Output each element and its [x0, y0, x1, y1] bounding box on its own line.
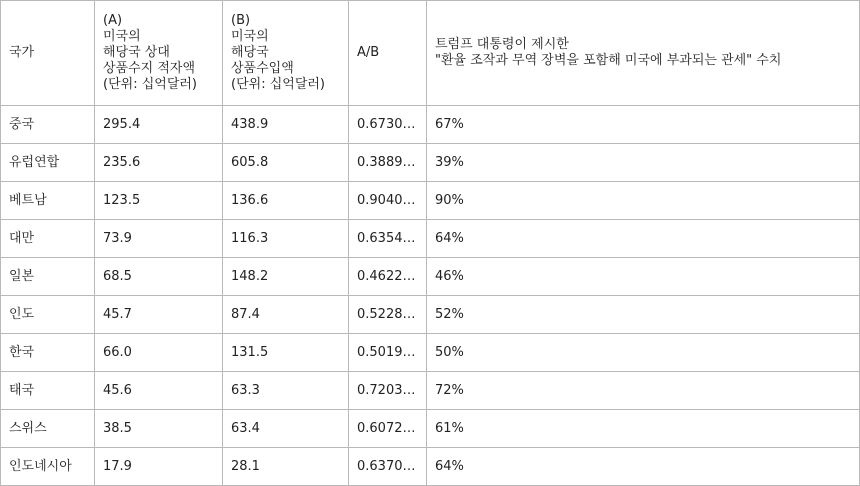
- header-trade-deficit: (A) 미국의 해당국 상대 상품수지 적자액 (단위: 십억달러): [95, 1, 223, 106]
- header-imports: (B) 미국의 해당국 상품수입액 (단위: 십억달러): [223, 1, 349, 106]
- cell-imports: 136.6: [223, 182, 349, 220]
- header-row: [1, 1, 860, 106]
- cell-tariff: 64%: [427, 448, 860, 486]
- cell-country: 한국: [1, 334, 95, 372]
- cell-tariff: 90%: [427, 182, 860, 220]
- cell-trade-deficit: 235.6: [95, 144, 223, 182]
- cell-tariff: 39%: [427, 144, 860, 182]
- cell-trade-deficit: 68.5: [95, 258, 223, 296]
- header-ratio: A/B: [349, 1, 427, 106]
- table-row: [1, 334, 860, 372]
- cell-ratio: 0.9040…: [349, 182, 427, 220]
- table-row: [1, 144, 860, 182]
- cell-tariff: 61%: [427, 410, 860, 448]
- cell-imports: 131.5: [223, 334, 349, 372]
- cell-country: 인도: [1, 296, 95, 334]
- cell-imports: 605.8: [223, 144, 349, 182]
- cell-country: 인도네시아: [1, 448, 95, 486]
- cell-tariff: 67%: [427, 106, 860, 144]
- table-header: [1, 1, 860, 106]
- cell-imports: 63.3: [223, 372, 349, 410]
- cell-country: 베트남: [1, 182, 95, 220]
- table-row: [1, 448, 860, 486]
- table-row: [1, 372, 860, 410]
- cell-ratio: 0.6072…: [349, 410, 427, 448]
- cell-ratio: 0.6730…: [349, 106, 427, 144]
- cell-imports: 63.4: [223, 410, 349, 448]
- cell-country: 중국: [1, 106, 95, 144]
- table-row: [1, 296, 860, 334]
- cell-tariff: 52%: [427, 296, 860, 334]
- cell-ratio: 0.5228…: [349, 296, 427, 334]
- cell-country: 일본: [1, 258, 95, 296]
- table-row: [1, 220, 860, 258]
- cell-trade-deficit: 45.6: [95, 372, 223, 410]
- table-row: [1, 258, 860, 296]
- cell-ratio: 0.6354…: [349, 220, 427, 258]
- cell-imports: 116.3: [223, 220, 349, 258]
- cell-trade-deficit: 73.9: [95, 220, 223, 258]
- cell-trade-deficit: 45.7: [95, 296, 223, 334]
- table-row: [1, 106, 860, 144]
- cell-trade-deficit: 295.4: [95, 106, 223, 144]
- cell-imports: 87.4: [223, 296, 349, 334]
- cell-country: 대만: [1, 220, 95, 258]
- cell-tariff: 72%: [427, 372, 860, 410]
- cell-ratio: 0.4622…: [349, 258, 427, 296]
- table-row: [1, 410, 860, 448]
- cell-trade-deficit: 17.9: [95, 448, 223, 486]
- cell-ratio: 0.5019…: [349, 334, 427, 372]
- table-row: [1, 182, 860, 220]
- cell-ratio: 0.7203…: [349, 372, 427, 410]
- cell-tariff: 50%: [427, 334, 860, 372]
- cell-trade-deficit: 66.0: [95, 334, 223, 372]
- cell-imports: 438.9: [223, 106, 349, 144]
- header-country: 국가: [1, 1, 95, 106]
- cell-country: 스위스: [1, 410, 95, 448]
- cell-tariff: 64%: [427, 220, 860, 258]
- table-body: [1, 106, 860, 486]
- cell-tariff: 46%: [427, 258, 860, 296]
- cell-trade-deficit: 123.5: [95, 182, 223, 220]
- cell-trade-deficit: 38.5: [95, 410, 223, 448]
- cell-country: 태국: [1, 372, 95, 410]
- cell-imports: 28.1: [223, 448, 349, 486]
- cell-country: 유럽연합: [1, 144, 95, 182]
- cell-ratio: 0.6370…: [349, 448, 427, 486]
- cell-imports: 148.2: [223, 258, 349, 296]
- cell-ratio: 0.3889…: [349, 144, 427, 182]
- header-tariff: 트럼프 대통령이 제시한 "환율 조작과 무역 장벽을 포함해 미국에 부과되는 관세" 수치: [427, 1, 860, 106]
